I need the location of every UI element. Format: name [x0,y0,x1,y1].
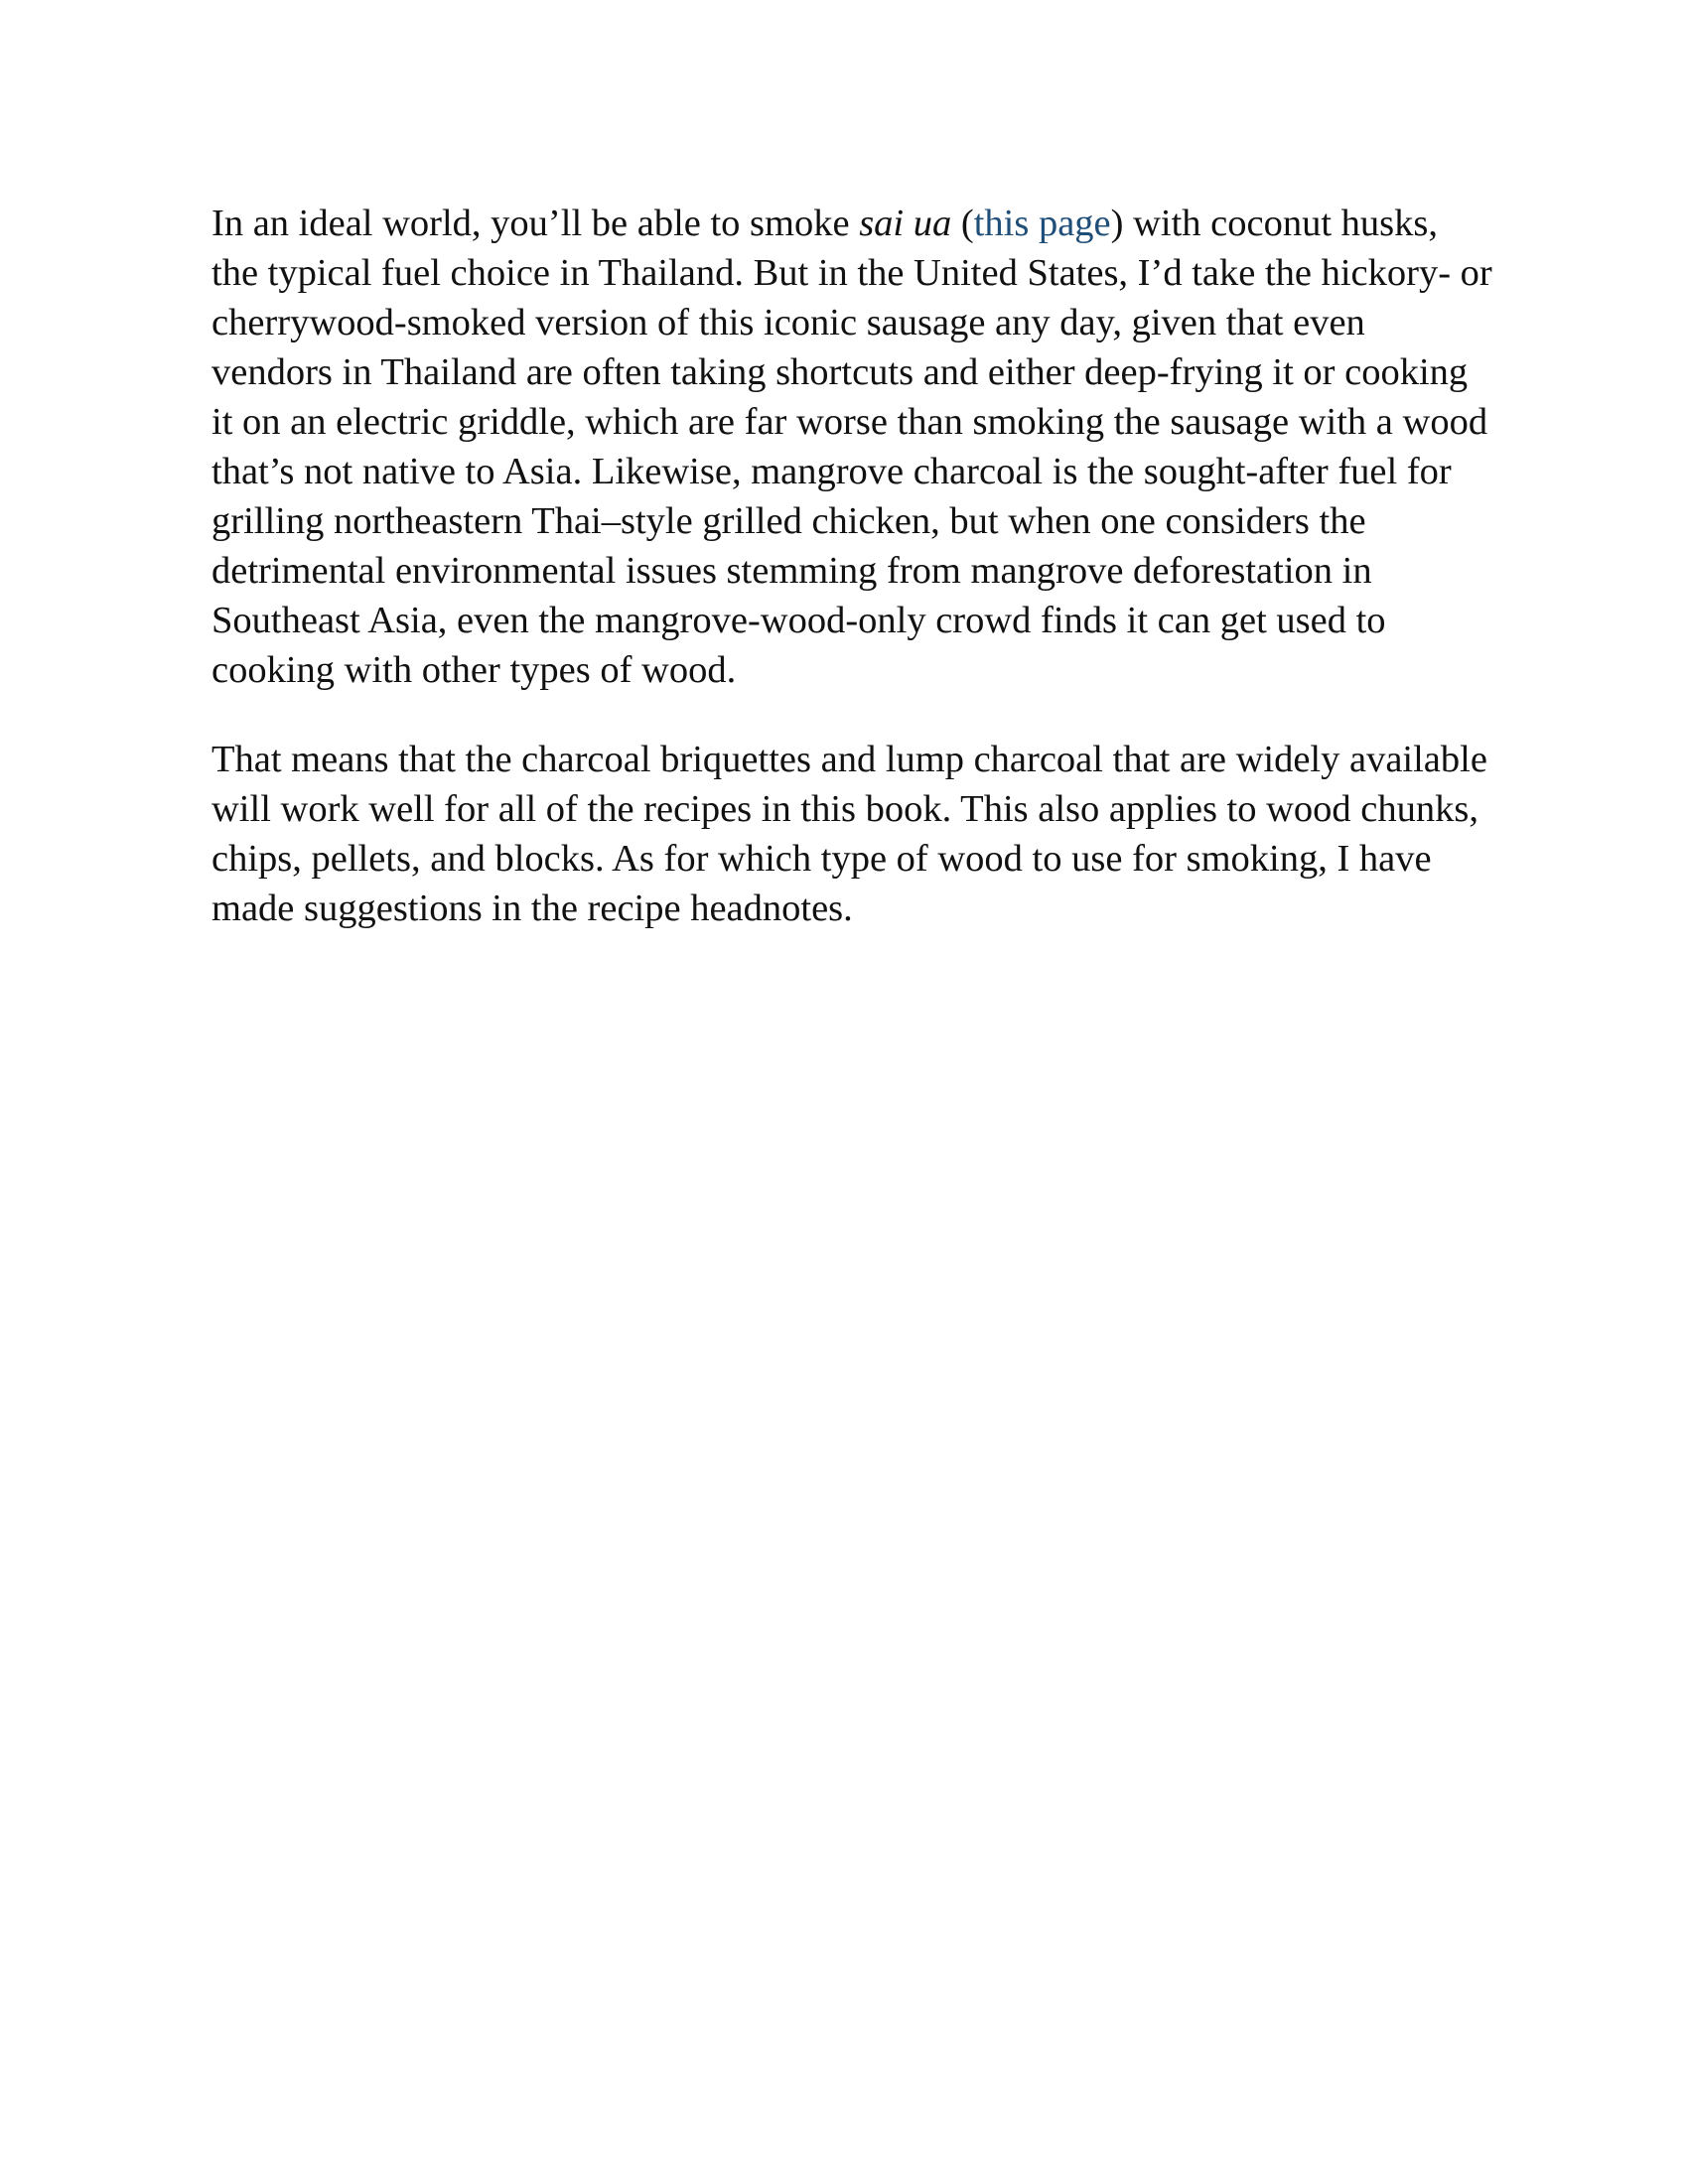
paragraph-1-remaining-text: ) with coconut husks, the typical fuel choice in Thailand. But in the United States, I’d take the hickory- or cherrywood-smoked version of this iconic sausage any day, given that even vendors in Thailand are often taking shortcuts and either deep-frying it or cooking it on an electric griddle, which are far worse than smoking the sausage with a wood that’s not native to Asia. Likewise, mangrove charcoal is the sought-after fuel for grilling northeastern Thai–style grilled chicken, but when one considers the detrimental environmental issues stemming from mangrove deforestation in Southeast Asia, even the mangrove-wood-only crowd finds it can get used to cooking with other types of wood. [211,203,1492,691]
body-text [211,199,1492,973]
paragraph-2: That means that the charcoal briquettes and lump charcoal that are widely available will work well for all of the recipes in this book. This also applies to wood chunks, chips, pellets, and blocks. As for which type of wood to use for smoking, I have made suggestions in the recipe headnotes. [211,739,1487,929]
open-paren: ( [951,203,974,244]
paragraph-1-lead-text: In an ideal world, you’ll be able to smoke [211,203,860,244]
paragraph-1 [211,199,1492,695]
this-page-link[interactable]: this page [973,203,1111,244]
italic-term: sai ua [859,203,952,244]
